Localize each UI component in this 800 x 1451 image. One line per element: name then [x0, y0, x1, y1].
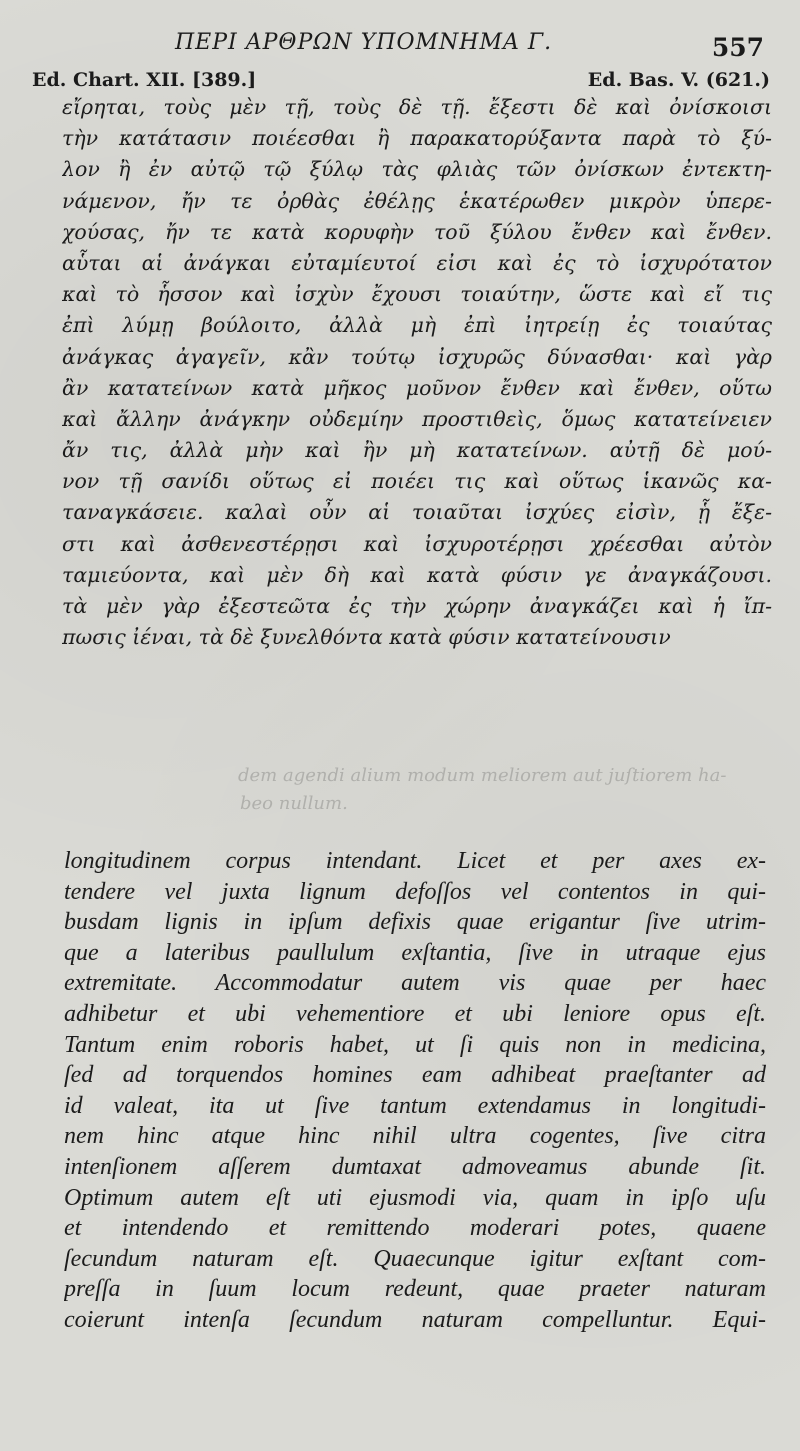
greek-line: ἐπὶ λύμῃ βούλοιτο, ἀλλὰ μὴ ἐπὶ ἰητρείῃ ἐς τοιαύτας [62, 313, 772, 338]
running-title: ΠΕΡΙ ΑΡΘΡΩΝ ΥΠΟΜΝΗΜΑ Γ. [175, 30, 553, 55]
latin-line: que a lateribus paullulum exſtantia, ſive in utraque ejus [64, 939, 766, 966]
latin-line: adhibetur et ubi vehementiore et ubi leniore opus eſt. [64, 1000, 766, 1027]
greek-line: αὗται αἱ ἀνάγκαι εὐταμίευτοί εἰσι καὶ ἐς τὸ ἰσχυρότατον [62, 250, 772, 275]
edition-reference-basel: Ed. Bas. V. (621.) [587, 69, 770, 91]
greek-text-block [62, 92, 772, 653]
latin-line: id valeat, ita ut ſive tantum extendamus in longitudi- [64, 1092, 766, 1119]
page-number: 557 [711, 33, 764, 62]
latin-line: Tantum enim roboris habet, ut ſi quis non in medicina, [64, 1031, 766, 1058]
greek-line: τὰ μὲν γὰρ ἐξεστεῶτα ἐς τὴν χώρην ἀναγκάζει καὶ ἡ ἴπ- [62, 594, 772, 618]
greek-line: λον ἢ ἐν αὐτῷ τῷ ξύλῳ τὰς φλιὰς τῶν ὀνίσκων ἐντεκτη- [62, 157, 772, 182]
latin-line: Optimum autem eſt uti ejusmodi via, quam in ipſo uſu [64, 1184, 766, 1211]
latin-line: intenſionem aſſerem dumtaxat admoveamus abunde ſit. [64, 1153, 766, 1180]
greek-line: ταναγκάσειε. καλαὶ οὖν αἱ τοιαῦται ἰσχύες εἰσὶν, ᾗ ἔξε- [62, 500, 772, 525]
greek-line: ἀνάγκας ἀγαγεῖν, κἂν τούτῳ ἰσχυρῶς δύνασθαι· καὶ γὰρ [62, 344, 772, 369]
bleed-through-line: beo nullum. [240, 793, 348, 814]
latin-line: et intendendo et remittendo moderari potes, quaene [64, 1215, 766, 1242]
latin-line: busdam lignis in ipſum defixis quae erigantur ſive utrim- [64, 909, 766, 936]
greek-line: τὴν κατάτασιν ποιέεσθαι ἢ παρακατορύξαντα παρὰ τὸ ξύ- [62, 126, 772, 151]
greek-line: ταμιεύοντα, καὶ μὲν δὴ καὶ κατὰ φύσιν γε ἀναγκάζουσι. [62, 562, 772, 587]
latin-line: ſecundum naturam eſt. Quaecunque igitur exſtant com- [64, 1245, 766, 1272]
greek-line: ἂν κατατείνων κατὰ μῆκος μοῦνον ἔνθεν καὶ ἔνθεν, οὕτω [62, 375, 772, 400]
latin-line: tendere vel juxta lignum defoſſos vel contentos in qui- [64, 878, 766, 905]
greek-line: στι καὶ ἀσθενεστέρῃσι καὶ ἰσχυροτέρῃσι χρέεσθαι αὐτὸν [62, 531, 772, 556]
greek-line: πωσις ἰέναι, τὰ δὲ ξυνελθόντα κατὰ φύσιν κατατείνουσιν [62, 625, 671, 650]
latin-line: longitudinem corpus intendant. Licet et per axes ex- [64, 848, 766, 874]
greek-line: καὶ τὸ ἧσσον καὶ ἰσχὺν ἔχουσι τοιαύτην, ὥστε καὶ εἴ τις [62, 282, 772, 307]
latin-line: extremitate. Accommodatur autem vis quae per haec [64, 970, 766, 997]
greek-line: χούσας, ἤν τε κατὰ κορυφὴν τοῦ ξύλου ἔνθεν καὶ ἔνθεν. [62, 219, 772, 244]
latin-text-block [64, 846, 766, 1336]
latin-line: preſſa in ſuum locum redeunt, quae praeter naturam [64, 1276, 766, 1303]
edition-reference-chart: Ed. Chart. XII. [389.] [32, 69, 257, 91]
greek-line: ἄν τις, ἀλλὰ μὴν καὶ ἢν μὴ κατατείνων. αὐτῇ δὲ μού- [62, 438, 772, 463]
bleed-through-line: dem agendi alium modum meliorem aut juſtiorem ha- [238, 765, 727, 786]
greek-line: εἴρηται, τοὺς μὲν τῇ, τοὺς δὲ τῇ. ἔξεστι δὲ καὶ ὀνίσκοισι [62, 95, 772, 119]
latin-line: nem hinc atque hinc nihil ultra cogentes, ſive citra [64, 1123, 766, 1150]
greek-line: καὶ ἄλλην ἀνάγκην οὐδεμίην προστιθεὶς, ὅμως κατατείνειεν [62, 406, 772, 431]
latin-line: coierunt intenſa ſecundum naturam compelluntur. Equi- [64, 1306, 766, 1333]
greek-line: νον τῇ σανίδι οὕτως εἰ ποιέει τις καὶ οὕτως ἱκανῶς κα- [62, 469, 772, 494]
latin-line: ſed ad torquendos homines eam adhibeat praeſtanter ad [64, 1062, 766, 1089]
bleed-through-text [238, 762, 758, 818]
greek-line: νάμενον, ἤν τε ὀρθὰς ἐθέλῃς ἑκατέρωθεν μικρὸν ὑπερε- [62, 188, 772, 213]
